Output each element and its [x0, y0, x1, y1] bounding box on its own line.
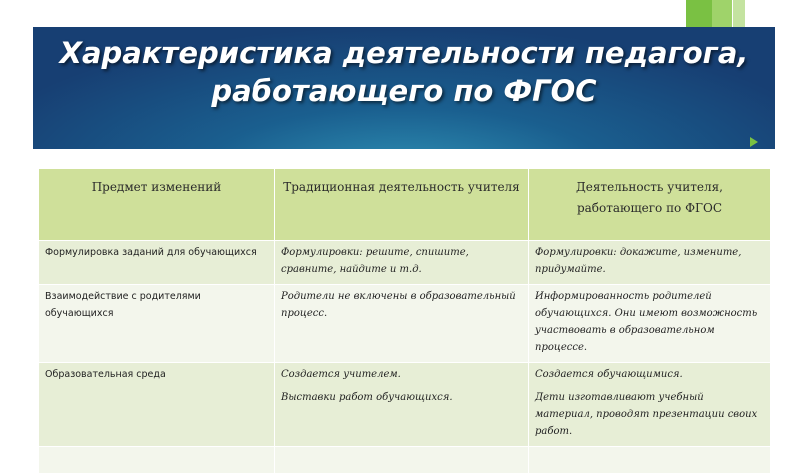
cell-traditional	[275, 363, 529, 447]
slide-title-line1: Характеристика деятельности педагога,	[59, 36, 749, 70]
cell-text: Создается учителем.	[281, 369, 401, 380]
cell-text: Создается обучающимися.	[535, 369, 683, 380]
cell-subject: Формулировка заданий для обучающихся	[39, 241, 275, 285]
cell-text: Выставки работ обучающихся.	[281, 392, 453, 403]
table-header-row	[39, 169, 771, 241]
cell-empty	[39, 447, 275, 474]
table-row	[39, 241, 771, 285]
table-row-empty	[39, 447, 771, 474]
cell-text: Информированность родителей обучающихся. Они имеют возможность участвовать в образовательном процессе.	[535, 291, 758, 353]
header-fgos: Деятельность учителя, работающего по ФГОС	[529, 169, 771, 241]
table-row	[39, 363, 771, 447]
cell-fgos	[529, 285, 771, 363]
slide-title-line2: работающего по ФГОС	[211, 74, 597, 108]
cell-text: Формулировки: докажите, измените, придумайте.	[535, 247, 742, 275]
cell-traditional	[275, 241, 529, 285]
header-traditional: Традиционная деятельность учителя	[275, 169, 529, 241]
cell-fgos	[529, 363, 771, 447]
header-subject: Предмет изменений	[39, 169, 275, 241]
cell-text: Дети изготавливают учебный материал, проводят презентации своих работ.	[535, 392, 758, 437]
cell-subject: Взаимодействие с родителями обучающихся	[39, 285, 275, 363]
cell-empty	[529, 447, 771, 474]
slide-title	[33, 34, 775, 110]
table-row	[39, 285, 771, 363]
cell-text: Родители не включены в образовательный процесс.	[281, 291, 516, 319]
cell-subject: Образовательная среда	[39, 363, 275, 447]
cell-empty	[275, 447, 529, 474]
cell-fgos	[529, 241, 771, 285]
triangle-arrow-icon	[750, 137, 758, 147]
cell-traditional	[275, 285, 529, 363]
cell-text: Формулировки: решите, спишите, сравните, найдите и т.д.	[281, 247, 469, 275]
comparison-table	[38, 168, 771, 474]
